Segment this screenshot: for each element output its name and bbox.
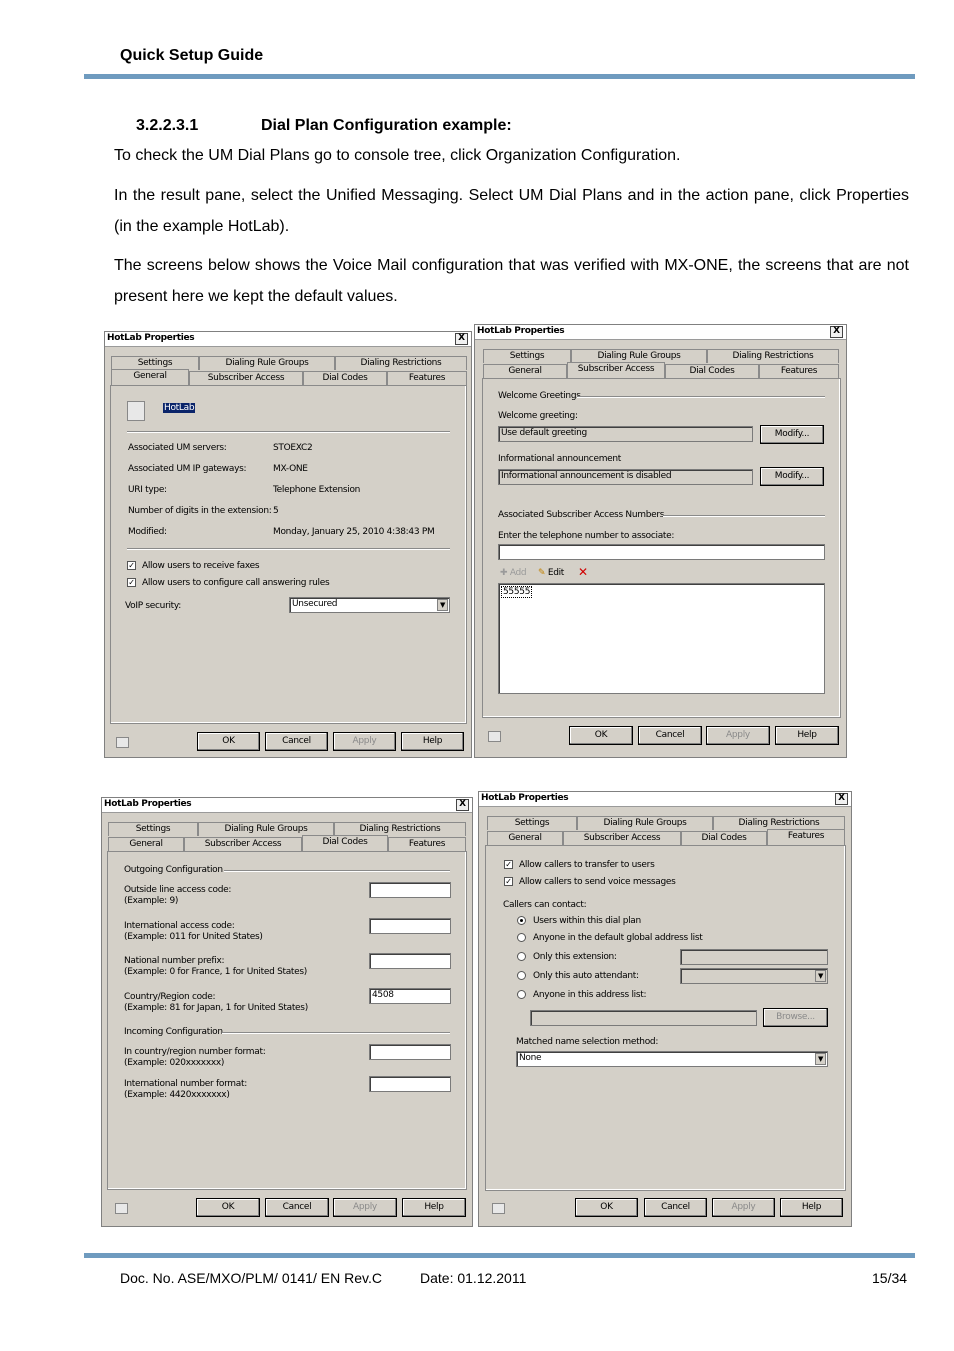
extension-field[interactable] (680, 949, 828, 965)
tab-subscriber-access[interactable]: Subscriber Access (567, 362, 665, 378)
chevron-down-icon: ▼ (815, 1053, 826, 1065)
dialog-dial-codes (101, 797, 473, 1227)
tab-subscriber-access[interactable]: Subscriber Access (563, 831, 681, 845)
tab-general[interactable]: General (108, 837, 184, 851)
allow-transfer-label: Allow callers to transfer to users (519, 860, 655, 870)
allow-faxes-label: Allow users to receive faxes (142, 561, 260, 571)
delete-icon[interactable]: ✕ (578, 565, 588, 579)
global-address-list-radio[interactable] (517, 933, 526, 942)
welcome-group-label: Welcome Greetings (498, 391, 581, 401)
apply-button[interactable]: Apply (706, 726, 770, 745)
separator (127, 431, 450, 433)
tab-settings[interactable]: Settings (487, 816, 577, 830)
international-format-label: International number format: (124, 1079, 247, 1089)
modify-info-button[interactable]: Modify... (760, 467, 824, 486)
enter-number-label: Enter the telephone number to associate: (498, 531, 675, 541)
footer-doc-number: Doc. No. ASE/MXO/PLM/ 0141/ EN Rev.C (120, 1270, 382, 1286)
separator (663, 515, 825, 517)
apply-button[interactable]: Apply (333, 1198, 397, 1217)
users-in-dial-plan-radio[interactable] (517, 916, 526, 925)
in-country-format-input[interactable] (369, 1044, 451, 1060)
header-rule (84, 74, 915, 79)
phone-number-input[interactable] (498, 544, 825, 560)
dialog-general (104, 331, 472, 758)
uri-type-value: Telephone Extension (273, 485, 361, 495)
cancel-button[interactable]: Cancel (638, 726, 702, 745)
close-icon[interactable]: X (456, 799, 469, 811)
tab-settings[interactable]: Settings (483, 349, 571, 363)
close-icon[interactable]: X (835, 793, 848, 805)
dial-plan-icon (127, 401, 145, 421)
info-announcement-label: Informational announcement (498, 454, 622, 464)
country-code-example: (Example: 81 for Japan, 1 for United States) (124, 1003, 308, 1013)
modify-welcome-button[interactable]: Modify... (760, 425, 824, 444)
dialog-features (478, 791, 852, 1227)
help-bubble-icon (492, 1203, 505, 1214)
pencil-icon: ✎ (538, 568, 546, 578)
auto-attendant-select[interactable] (680, 968, 828, 984)
cancel-button[interactable]: Cancel (265, 1198, 329, 1217)
numbers-list[interactable] (498, 583, 825, 694)
tab-dial-codes[interactable]: Dial Codes (302, 835, 388, 851)
plus-icon: ✚ (500, 568, 508, 578)
tab-dial-codes[interactable]: Dial Codes (303, 371, 387, 385)
separator (222, 1032, 450, 1034)
footer-rule (84, 1253, 915, 1258)
browse-button[interactable]: Browse... (763, 1008, 828, 1027)
separator (127, 548, 450, 550)
allow-voice-label: Allow callers to send voice messages (519, 877, 676, 887)
tab-pane (110, 385, 467, 724)
callers-can-contact-label: Callers can contact: (503, 900, 587, 910)
tab-settings[interactable]: Settings (108, 822, 198, 836)
numbers-group-label: Associated Subscriber Access Numbers (498, 510, 665, 520)
tab-dialing-rule-groups[interactable]: Dialing Rule Groups (199, 356, 335, 370)
outside-line-example: (Example: 9) (124, 896, 179, 906)
dialog-title: HotLab Properties (107, 333, 195, 343)
international-access-input[interactable] (369, 918, 451, 934)
national-prefix-input[interactable] (369, 953, 451, 969)
tab-dial-codes[interactable]: Dial Codes (681, 831, 767, 845)
voip-security-select[interactable] (289, 597, 450, 613)
matched-name-select[interactable] (516, 1051, 828, 1067)
voip-security-label: VoIP security: (125, 601, 182, 611)
allow-faxes-checkbox[interactable]: ✓ (128, 561, 135, 570)
tab-dialing-restrictions[interactable]: Dialing Restrictions (713, 816, 845, 830)
dialog-title: HotLab Properties (481, 793, 569, 803)
address-list-label: Anyone in this address list: (533, 990, 647, 1000)
tab-settings[interactable]: Settings (111, 356, 199, 370)
edit-label: Edit (547, 568, 565, 578)
ok-button[interactable]: OK (569, 726, 633, 745)
footer-date: Date: 01.12.2011 (420, 1270, 527, 1286)
apply-button[interactable]: Apply (712, 1198, 775, 1217)
help-bubble-icon (116, 737, 129, 748)
help-bubble-icon (115, 1203, 128, 1214)
section-number: 3.2.2.3.1 (136, 117, 199, 134)
international-format-input[interactable] (369, 1076, 451, 1092)
country-code-input[interactable]: 4508 (369, 988, 451, 1004)
dialog-titlebar (475, 325, 846, 340)
cancel-button[interactable]: Cancel (644, 1198, 707, 1217)
tab-dialing-rule-groups[interactable]: Dialing Rule Groups (571, 349, 707, 363)
tab-general[interactable]: General (111, 369, 189, 385)
servers-label: Associated UM servers: (128, 443, 227, 453)
allow-voice-checkbox[interactable]: ✓ (505, 877, 512, 886)
chevron-down-icon: ▼ (437, 599, 448, 611)
modified-value: Monday, January 25, 2010 4:38:43 PM (273, 527, 435, 537)
edit-button[interactable] (538, 568, 564, 578)
ok-button[interactable]: OK (575, 1198, 638, 1217)
add-label: Add (509, 568, 527, 578)
help-bubble-icon (488, 731, 501, 742)
dialog-titlebar (105, 332, 471, 347)
tab-dialing-restrictions[interactable]: Dialing Restrictions (707, 349, 839, 363)
dialog-title: HotLab Properties (104, 799, 192, 809)
paragraph-3: The screens below shows the Voice Mail configuration that was verified with MX-ONE, the screens that are not present here we kept the default values. (114, 257, 909, 305)
matched-name-label: Matched name selection method: (516, 1037, 659, 1047)
national-prefix-example: (Example: 0 for France, 1 for United States) (124, 967, 307, 977)
modified-label: Modified: (128, 527, 167, 537)
header-title: Quick Setup Guide (120, 47, 264, 64)
apply-button[interactable]: Apply (333, 732, 396, 751)
international-format-example: (Example: 4420xxxxxxx) (124, 1090, 230, 1100)
dial-plan-name[interactable]: HotLab (164, 403, 195, 413)
tab-dialing-restrictions[interactable]: Dialing Restrictions (335, 356, 467, 370)
only-extension-label: Only this extension: (533, 952, 617, 962)
users-in-dial-plan-label: Users within this dial plan (533, 916, 641, 926)
tab-general[interactable]: General (483, 364, 567, 378)
tab-dialing-restrictions[interactable]: Dialing Restrictions (334, 822, 466, 836)
digits-label: Number of digits in the extension: (128, 506, 272, 516)
chevron-down-icon: ▼ (815, 970, 826, 982)
ok-button[interactable]: OK (196, 1198, 260, 1217)
tab-features[interactable]: Features (759, 364, 839, 378)
tab-features[interactable]: Features (388, 837, 466, 851)
help-button[interactable]: Help (401, 732, 464, 751)
national-prefix-label: National number prefix: (124, 956, 225, 966)
paragraph-1: To check the UM Dial Plans go to console tree, click Organization Configuration. (114, 147, 681, 164)
tab-subscriber-access[interactable]: Subscriber Access (184, 837, 302, 851)
gateways-label: Associated UM IP gateways: (128, 464, 247, 474)
allow-call-answering-label: Allow users to configure call answering rules (142, 578, 330, 588)
cancel-button[interactable]: Cancel (265, 732, 328, 751)
auto-attendant-label: Only this auto attendant: (533, 971, 639, 981)
list-item[interactable]: 55555 (503, 587, 531, 597)
separator (577, 396, 825, 398)
address-list-field[interactable] (530, 1010, 757, 1026)
info-announcement-field[interactable]: Informational announcement is disabled (498, 469, 753, 485)
only-extension-radio[interactable] (517, 952, 526, 961)
tab-dial-codes[interactable]: Dial Codes (665, 364, 759, 378)
section-title: Dial Plan Configuration example: (261, 117, 512, 134)
dialog-titlebar (102, 798, 472, 813)
auto-attendant-radio[interactable] (517, 971, 526, 980)
international-access-label: International access code: (124, 921, 235, 931)
paragraph-2: In the result pane, select the Unified Messaging. Select UM Dial Plans and in the action pane, click Properties (in the example HotLab). (114, 187, 909, 235)
dialog-subscriber-access (474, 324, 847, 758)
outside-line-input[interactable] (369, 882, 451, 898)
country-code-label: Country/Region code: (124, 992, 216, 1002)
digits-value: 5 (273, 506, 279, 516)
close-icon[interactable]: X (830, 326, 843, 338)
in-country-format-example: (Example: 020xxxxxxx) (124, 1058, 225, 1068)
gateways-value: MX-ONE (273, 464, 308, 474)
uri-type-label: URI type: (128, 485, 167, 495)
international-access-example: (Example: 011 for United States) (124, 932, 263, 942)
matched-name-value: None (519, 1053, 542, 1063)
footer-page-number: 15/34 (872, 1270, 908, 1286)
outside-line-label: Outside line access code: (124, 885, 232, 895)
dialog-title: HotLab Properties (477, 326, 565, 336)
welcome-greeting-label: Welcome greeting: (498, 411, 578, 421)
allow-call-answering-checkbox[interactable]: ✓ (128, 578, 135, 587)
tab-features[interactable]: Features (387, 371, 467, 385)
incoming-group-label: Incoming Configuration (124, 1027, 223, 1037)
allow-transfer-checkbox[interactable]: ✓ (505, 860, 512, 869)
global-address-list-label: Anyone in the default global address list (533, 933, 703, 943)
address-list-radio[interactable] (517, 990, 526, 999)
help-button[interactable]: Help (775, 726, 839, 745)
tab-dialing-rule-groups[interactable]: Dialing Rule Groups (198, 822, 334, 836)
tab-subscriber-access[interactable]: Subscriber Access (189, 371, 303, 385)
help-button[interactable]: Help (402, 1198, 466, 1217)
ok-button[interactable]: OK (197, 732, 260, 751)
welcome-greeting-field[interactable]: Use default greeting (498, 426, 753, 442)
add-button[interactable] (500, 568, 526, 578)
voip-security-value: Unsecured (292, 599, 338, 609)
servers-value: STOEXC2 (273, 443, 313, 453)
tab-general[interactable]: General (487, 831, 563, 845)
in-country-format-label: In country/region number format: (124, 1047, 266, 1057)
tab-features[interactable]: Features (767, 829, 845, 845)
help-button[interactable]: Help (780, 1198, 843, 1217)
dialog-titlebar (479, 792, 851, 807)
tab-dialing-rule-groups[interactable]: Dialing Rule Groups (577, 816, 713, 830)
separator (224, 870, 450, 872)
close-icon[interactable]: X (455, 333, 468, 345)
outgoing-group-label: Outgoing Configuration (124, 865, 223, 875)
